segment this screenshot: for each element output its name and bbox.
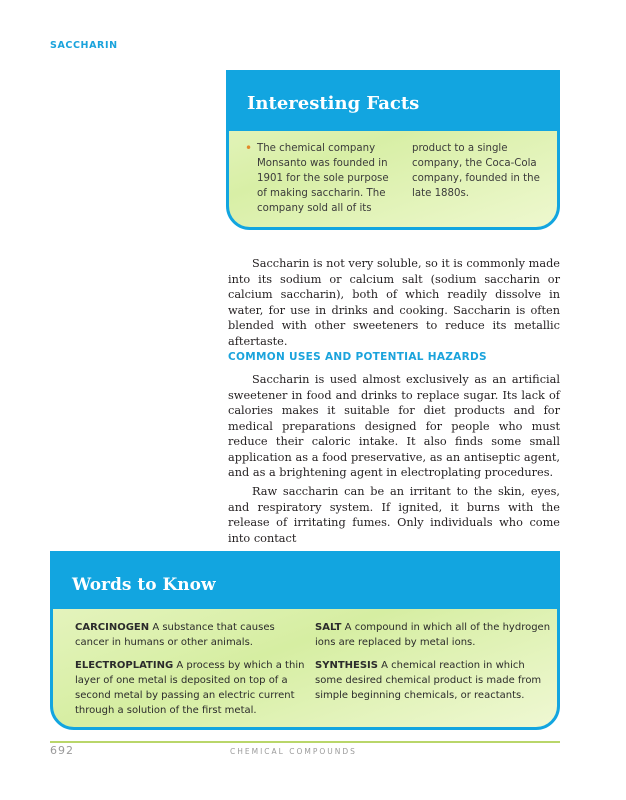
body-paragraph-3 [228,484,560,546]
glossary-term [75,620,305,650]
words-title: Words to Know [72,575,216,595]
running-head: SACCHARIN [50,40,118,51]
body-paragraph-1 [228,256,560,349]
interesting-facts-box [226,70,560,230]
term-headword: SYNTHESIS [315,660,378,671]
facts-text-left: The chemical company Monsanto was founded in 1901 for the sole purpose of making saccharin. The company sold all of its [257,143,389,214]
book-title: CHEMICAL COMPOUNDS [230,747,357,756]
term-headword: ELECTROPLATING [75,660,174,671]
glossary-term [315,620,551,650]
page-number: 692 [50,744,74,757]
body-paragraph-2 [228,372,560,481]
term-definition: A chemical reaction in which some desired chemical product is made from simple beginning chemicals, or reactants. [315,660,542,701]
paragraph-text: Saccharin is not very soluble, so it is commonly made into its sodium or calcium salt (sodium saccharin or calcium saccharin), both of which readily dissolve in water, for use in drinks and cooking. Saccharin is often blended with other sweeteners to reduce its metallic aftertaste. [228,257,560,348]
facts-text-right: product to a single company, the Coca-Cola company, founded in the late 1880s. [412,143,540,199]
facts-column-right [412,141,552,201]
facts-column-left [245,141,397,216]
term-headword: SALT [315,622,342,633]
section-heading: COMMON USES AND POTENTIAL HAZARDS [228,351,487,363]
glossary-term [315,658,551,703]
bullet-icon: • [245,141,253,155]
paragraph-text: Raw saccharin can be an irritant to the skin, eyes, and respiratory system. If ignited, it burns with the release of irritating fumes. Only individuals who come into contact [228,485,560,545]
term-headword: CARCINOGEN [75,622,150,633]
glossary-term [75,658,307,718]
paragraph-text: Saccharin is used almost exclusively as an artificial sweetener in food and drinks to replace sugar. Its lack of calories makes it suitable for diet products and for medical preparations designed for people who must reduce their caloric intake. It also finds some small application as a food preservative, as an antiseptic agent, and as a brightening agent in electroplating procedures. [228,373,560,479]
words-to-know-box [50,551,560,730]
term-definition: A substance that causes cancer in humans or other animals. [75,622,275,648]
facts-title: Interesting Facts [247,93,420,114]
term-definition: A process by which a thin layer of one metal is deposited on top of a second metal by passing an electric current through a solution of the first metal. [75,660,305,716]
term-definition: A compound in which all of the hydrogen ions are replaced by metal ions. [315,622,551,648]
words-header [53,554,557,609]
facts-header [229,73,557,131]
footer-rule [50,741,560,743]
